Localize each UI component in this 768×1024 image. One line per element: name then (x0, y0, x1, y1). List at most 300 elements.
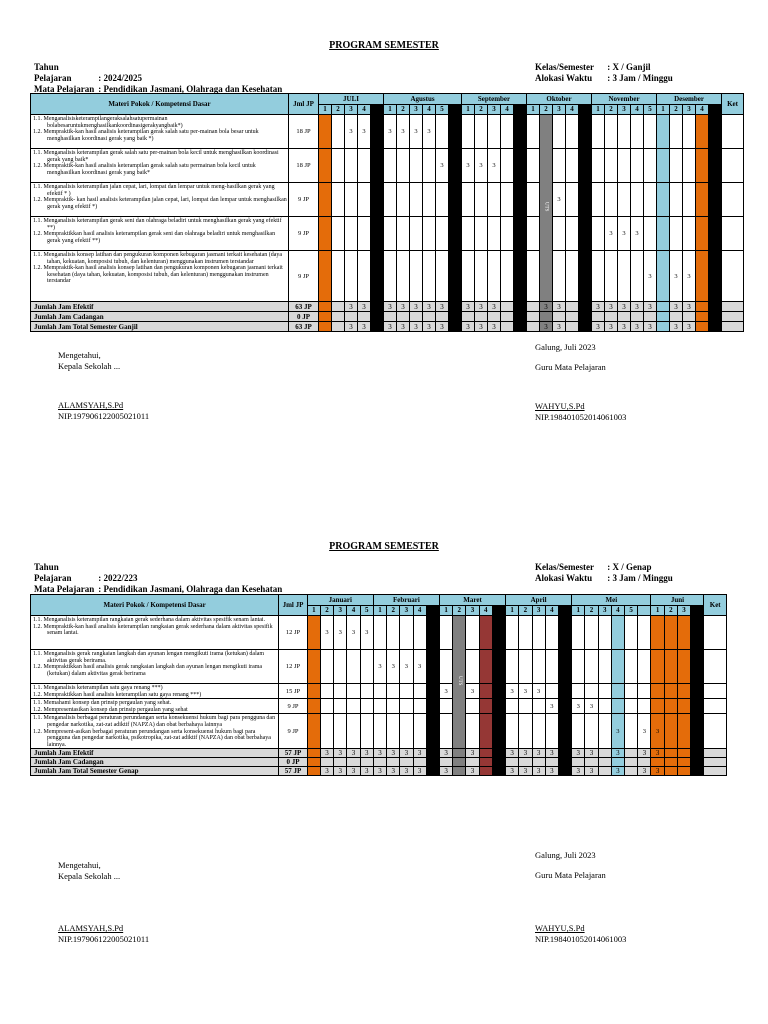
total-week-cell: 3 (605, 302, 618, 312)
week-cell: 3 (638, 714, 651, 749)
week-header: 5 (360, 605, 373, 616)
week-cell (449, 251, 462, 302)
total-week-cell (598, 758, 611, 767)
week-cell (696, 183, 709, 217)
week-cell (558, 616, 571, 650)
month-header: Maret (439, 595, 505, 606)
week-cell: 3 (631, 217, 644, 251)
total-row (31, 322, 744, 332)
total-week-cell: 3 (506, 749, 519, 758)
week-cell (709, 149, 722, 183)
week-cell (683, 149, 696, 183)
total-week-cell: 3 (410, 302, 423, 312)
ket-cell (722, 115, 744, 149)
week-cell (638, 699, 651, 714)
total-week-cell (358, 312, 371, 322)
week-cell (598, 684, 611, 699)
week-cell (397, 217, 410, 251)
mengetahui: Mengetahui, (58, 350, 101, 360)
total-week-cell: 3 (345, 302, 358, 312)
week-header: 4 (479, 605, 492, 616)
week-cell (696, 251, 709, 302)
total-label: Jumlah Jam Total Semester Ganjil (31, 322, 289, 332)
total-week-cell: 3 (358, 302, 371, 312)
week-cell (466, 616, 479, 650)
kompetensi-item: 1.1. Menganalisis keterampilan gerak seni dan olahraga beladiri untuk menghasilkan gerak yang efektif **) (33, 218, 282, 231)
week-cell (345, 149, 358, 183)
total-week-cell (400, 758, 413, 767)
week-cell (373, 714, 386, 749)
week-cell (527, 115, 540, 149)
week-cell (611, 684, 624, 699)
kompetensi-item: 1.1. Menganalisis gerak rangkaian langkah dan ayunan lengan mengikuti irama (ketukan) dalam aktivitas gerak berirama. (33, 651, 265, 664)
week-cell (709, 183, 722, 217)
week-cell (488, 183, 501, 217)
week-cell (384, 149, 397, 183)
week-cell (492, 699, 505, 714)
total-week-cell (449, 312, 462, 322)
week-cell (475, 217, 488, 251)
week-cell (358, 251, 371, 302)
total-week-cell (307, 749, 320, 758)
total-week-cell (439, 758, 452, 767)
week-cell: 3 (519, 684, 532, 699)
total-week-cell (506, 758, 519, 767)
week-header: 3 (400, 605, 413, 616)
week-cell: 3 (488, 149, 501, 183)
week-cell: 3 (345, 115, 358, 149)
week-header: 5 (436, 104, 449, 115)
total-week-cell (572, 758, 585, 767)
total-week-cell (657, 322, 670, 332)
week-cell (598, 699, 611, 714)
total-week-cell: 3 (400, 767, 413, 776)
week-cell (519, 650, 532, 684)
week-cell (558, 714, 571, 749)
week-cell (532, 650, 545, 684)
week-cell (657, 217, 670, 251)
week-header: 1 (592, 104, 605, 115)
week-header: 2 (605, 104, 618, 115)
week-cell (683, 115, 696, 149)
week-cell (439, 650, 452, 684)
table-row (31, 699, 727, 714)
kelas-value: : X / Ganjil (607, 62, 651, 72)
week-cell (545, 684, 558, 699)
total-week-cell (462, 312, 475, 322)
total-week-cell (519, 758, 532, 767)
week-cell (320, 684, 333, 699)
total-week-cell (320, 758, 333, 767)
week-header: 4 (545, 605, 558, 616)
semester-table (30, 93, 744, 332)
week-header (371, 104, 384, 115)
week-cell (426, 699, 439, 714)
month-header: September (462, 94, 527, 105)
uts-label: UTS (456, 676, 462, 686)
total-week-cell: 3 (644, 302, 657, 312)
ket-cell (722, 302, 744, 312)
ket-cell (722, 251, 744, 302)
total-week-cell (371, 302, 384, 312)
total-week-cell (514, 302, 527, 312)
total-week-cell (625, 749, 638, 758)
week-cell (384, 251, 397, 302)
total-week-cell (492, 758, 505, 767)
week-cell (506, 699, 519, 714)
week-cell (696, 217, 709, 251)
week-cell (545, 714, 558, 749)
week-cell (347, 714, 360, 749)
kompetensi-item: 1.2. Mempraktik- kan hasil analisis keterampilan jalan cepat, lari, lompat dan lempar untuk menghasilkan gerak yang efektif *) (33, 197, 287, 210)
week-header (691, 605, 704, 616)
week-cell (358, 217, 371, 251)
week-cell (436, 183, 449, 217)
total-week-cell (453, 749, 466, 758)
ket-cell (704, 616, 727, 650)
total-week-cell: 3 (384, 302, 397, 312)
total-week-cell: 3 (644, 322, 657, 332)
week-cell (664, 714, 677, 749)
ket-cell (704, 749, 727, 758)
week-cell: 3 (358, 115, 371, 149)
week-cell (387, 714, 400, 749)
week-cell (592, 251, 605, 302)
week-cell (492, 650, 505, 684)
uts-column (453, 616, 466, 749)
month-header: JULI (319, 94, 384, 105)
week-cell (709, 217, 722, 251)
week-cell (572, 616, 585, 650)
week-cell (585, 616, 598, 650)
week-cell (683, 183, 696, 217)
week-cell (501, 251, 514, 302)
week-header: 3 (488, 104, 501, 115)
week-cell (345, 183, 358, 217)
week-cell (332, 251, 345, 302)
week-cell (664, 616, 677, 650)
week-header: 1 (462, 104, 475, 115)
week-cell (334, 699, 347, 714)
total-week-cell: 3 (439, 749, 452, 758)
ket-cell (722, 149, 744, 183)
week-cell (566, 183, 579, 217)
kompetensi-item: 1.2. Mempraktikkan hasil analisis keterampilan gerak seni dan olahraga beladiri untuk menghasilkan gerak yang efektif **) (33, 231, 276, 244)
week-cell (657, 115, 670, 149)
week-header: 3 (345, 104, 358, 115)
total-week-cell (423, 312, 436, 322)
total-week-cell: 3 (670, 302, 683, 312)
week-cell (553, 217, 566, 251)
total-week-cell (558, 758, 571, 767)
week-cell (320, 650, 333, 684)
total-week-cell (514, 312, 527, 322)
total-week-cell (410, 312, 423, 322)
week-cell (307, 650, 320, 684)
week-cell (664, 699, 677, 714)
week-header: 2 (453, 605, 466, 616)
week-header: 1 (527, 104, 540, 115)
total-week-cell (532, 758, 545, 767)
week-cell (638, 650, 651, 684)
week-cell (387, 699, 400, 714)
total-week-cell: 3 (553, 302, 566, 312)
total-week-cell (545, 758, 558, 767)
total-week-cell (436, 312, 449, 322)
week-header (558, 605, 571, 616)
week-header: 2 (540, 104, 553, 115)
month-header: April (506, 595, 572, 606)
guru-role: Guru Mata Pelajaran (535, 362, 606, 372)
jml-jp-cell: 18 JP (289, 149, 319, 183)
week-cell (488, 115, 501, 149)
kelas-label: Kelas/Semester (535, 562, 594, 572)
week-cell (360, 684, 373, 699)
week-header: 4 (631, 104, 644, 115)
week-header: 4 (696, 104, 709, 115)
total-week-cell (373, 758, 386, 767)
jml-jp-cell: 9 JP (289, 183, 319, 217)
tahun-value: : 2022/223 (98, 573, 138, 583)
week-cell (558, 684, 571, 699)
jml-jp-cell: 9 JP (279, 714, 307, 749)
week-cell (501, 217, 514, 251)
week-cell (449, 183, 462, 217)
week-header: 4 (423, 104, 436, 115)
week-cell (334, 684, 347, 699)
week-cell (527, 183, 540, 217)
week-cell: 3 (506, 684, 519, 699)
total-week-cell: 3 (320, 767, 333, 776)
week-cell (506, 714, 519, 749)
week-header: 2 (397, 104, 410, 115)
week-cell (572, 650, 585, 684)
total-week-cell: 3 (592, 302, 605, 312)
week-cell (397, 149, 410, 183)
week-cell: 3 (436, 149, 449, 183)
week-cell (691, 650, 704, 684)
week-cell (625, 650, 638, 684)
week-header: 5 (644, 104, 657, 115)
week-cell (532, 699, 545, 714)
week-cell (479, 616, 492, 650)
total-jp: 63 JP (289, 322, 319, 332)
alokasi-label: Alokasi Waktu (535, 573, 593, 583)
materi-cell (31, 115, 289, 149)
total-week-cell (696, 302, 709, 312)
week-cell (387, 616, 400, 650)
week-header: 4 (566, 104, 579, 115)
total-week-cell (332, 322, 345, 332)
total-week-cell: 3 (373, 749, 386, 758)
total-week-cell: 3 (360, 767, 373, 776)
total-week-cell (691, 749, 704, 758)
week-cell (426, 684, 439, 699)
week-header: 4 (611, 605, 624, 616)
week-cell (439, 699, 452, 714)
total-week-cell: 3 (631, 302, 644, 312)
week-cell (426, 616, 439, 650)
total-week-cell: 3 (651, 767, 664, 776)
total-week-cell: 3 (397, 322, 410, 332)
total-week-cell (657, 312, 670, 322)
week-cell (532, 714, 545, 749)
week-cell (439, 616, 452, 650)
total-week-cell (664, 767, 677, 776)
week-cell (592, 149, 605, 183)
total-week-cell: 3 (519, 749, 532, 758)
week-cell (677, 650, 690, 684)
ket-cell (722, 312, 744, 322)
uts-label: UTS (543, 202, 549, 212)
materi-cell (31, 183, 289, 217)
total-week-cell: 3 (347, 767, 360, 776)
total-week-cell: 3 (605, 322, 618, 332)
kompetensi-item: 1.2. Mempraktik-kan hasil analisis konsep latihan dan pengukuran komponen kebugaran jasmani terkait kesehatan (daya tahan, kekuatan, komposisi tubuh, dan kelenturan) menggunakan instrumen terstandar (33, 265, 283, 285)
week-cell: 3 (373, 650, 386, 684)
total-week-cell (579, 302, 592, 312)
total-week-cell (664, 758, 677, 767)
week-cell (605, 115, 618, 149)
week-cell (462, 217, 475, 251)
week-cell (527, 251, 540, 302)
total-week-cell (585, 758, 598, 767)
week-cell (400, 714, 413, 749)
tahun-label: Tahun Pelajaran (34, 62, 72, 83)
week-cell (423, 183, 436, 217)
jml-jp-cell: 15 JP (279, 684, 307, 699)
month-header: Oktober (527, 94, 592, 105)
week-header: 2 (670, 104, 683, 115)
total-week-cell (479, 749, 492, 758)
total-week-cell (501, 312, 514, 322)
total-week-cell (598, 767, 611, 776)
week-cell (501, 183, 514, 217)
total-week-cell: 3 (397, 302, 410, 312)
total-week-cell: 3 (345, 322, 358, 332)
week-cell (373, 699, 386, 714)
week-cell (514, 251, 527, 302)
table-row (31, 684, 727, 699)
week-header: 1 (651, 605, 664, 616)
week-cell (506, 650, 519, 684)
jml-jp-cell: 9 JP (279, 699, 307, 714)
total-week-cell: 3 (334, 767, 347, 776)
week-header: 4 (501, 104, 514, 115)
total-week-cell (691, 758, 704, 767)
week-cell (519, 699, 532, 714)
total-week-cell (492, 749, 505, 758)
week-cell (360, 650, 373, 684)
total-week-cell: 3 (475, 302, 488, 312)
week-cell: 3 (670, 251, 683, 302)
alokasi-value: : 3 Jam / Minggu (607, 73, 673, 83)
week-cell (426, 714, 439, 749)
mapel-value: : Pendidikan Jasmani, Olahraga dan Kesehatan (98, 584, 283, 594)
week-cell (611, 699, 624, 714)
month-header: Agustus (384, 94, 462, 105)
week-header: 1 (373, 605, 386, 616)
total-week-cell (625, 767, 638, 776)
week-cell (492, 684, 505, 699)
week-cell (400, 699, 413, 714)
header-jml: Jml JP (279, 595, 307, 616)
total-week-cell: 3 (373, 767, 386, 776)
alokasi-value: : 3 Jam / Minggu (607, 573, 673, 583)
week-header: 2 (585, 605, 598, 616)
signature-right (535, 850, 626, 945)
tahun-label: Tahun Pelajaran (34, 562, 72, 583)
week-header: 3 (334, 605, 347, 616)
total-week-cell (657, 302, 670, 312)
week-cell (677, 699, 690, 714)
week-cell (413, 714, 426, 749)
place-date: Galung, Juli 2023 (535, 850, 596, 860)
week-cell: 3 (400, 650, 413, 684)
month-header: Januari (307, 595, 373, 606)
week-cell (479, 650, 492, 684)
month-header: Juni (651, 595, 704, 606)
week-cell (371, 149, 384, 183)
week-cell (638, 684, 651, 699)
week-cell (462, 183, 475, 217)
week-cell (651, 650, 664, 684)
week-cell: 3 (572, 699, 585, 714)
week-cell (527, 217, 540, 251)
kompetensi-item: 1.2. Mempraktik-kan hasil analisis keterampilan rangkaian gerak sederhana dalam aktivitas spesifik senam lantai. (33, 623, 273, 637)
week-cell (488, 217, 501, 251)
week-cell (558, 699, 571, 714)
week-cell: 3 (387, 650, 400, 684)
total-week-cell: 3 (462, 322, 475, 332)
total-week-cell: 3 (436, 322, 449, 332)
week-cell (514, 115, 527, 149)
week-cell (334, 650, 347, 684)
week-cell (506, 616, 519, 650)
week-cell (657, 251, 670, 302)
week-cell (436, 217, 449, 251)
materi-cell (31, 699, 279, 714)
week-cell: 3 (532, 684, 545, 699)
mengetahui: Mengetahui, (58, 860, 101, 870)
total-week-cell (677, 749, 690, 758)
jml-jp-cell: 12 JP (279, 616, 307, 650)
total-week-cell: 3 (540, 322, 553, 332)
week-header (426, 605, 439, 616)
week-cell (426, 650, 439, 684)
total-week-cell (371, 312, 384, 322)
week-cell (598, 714, 611, 749)
total-week-cell: 3 (592, 322, 605, 332)
total-week-cell (334, 758, 347, 767)
total-week-cell (453, 767, 466, 776)
total-week-cell: 3 (585, 767, 598, 776)
week-cell: 3 (553, 183, 566, 217)
materi-cell (31, 714, 279, 749)
week-cell (307, 714, 320, 749)
week-header: 2 (475, 104, 488, 115)
week-cell (501, 149, 514, 183)
week-cell (410, 183, 423, 217)
week-cell: 3 (384, 115, 397, 149)
week-cell (423, 217, 436, 251)
info-right (535, 562, 673, 584)
jml-jp-cell: 9 JP (289, 251, 319, 302)
week-cell: 3 (475, 149, 488, 183)
signature-right (535, 342, 626, 423)
total-week-cell: 3 (638, 767, 651, 776)
week-cell (413, 616, 426, 650)
